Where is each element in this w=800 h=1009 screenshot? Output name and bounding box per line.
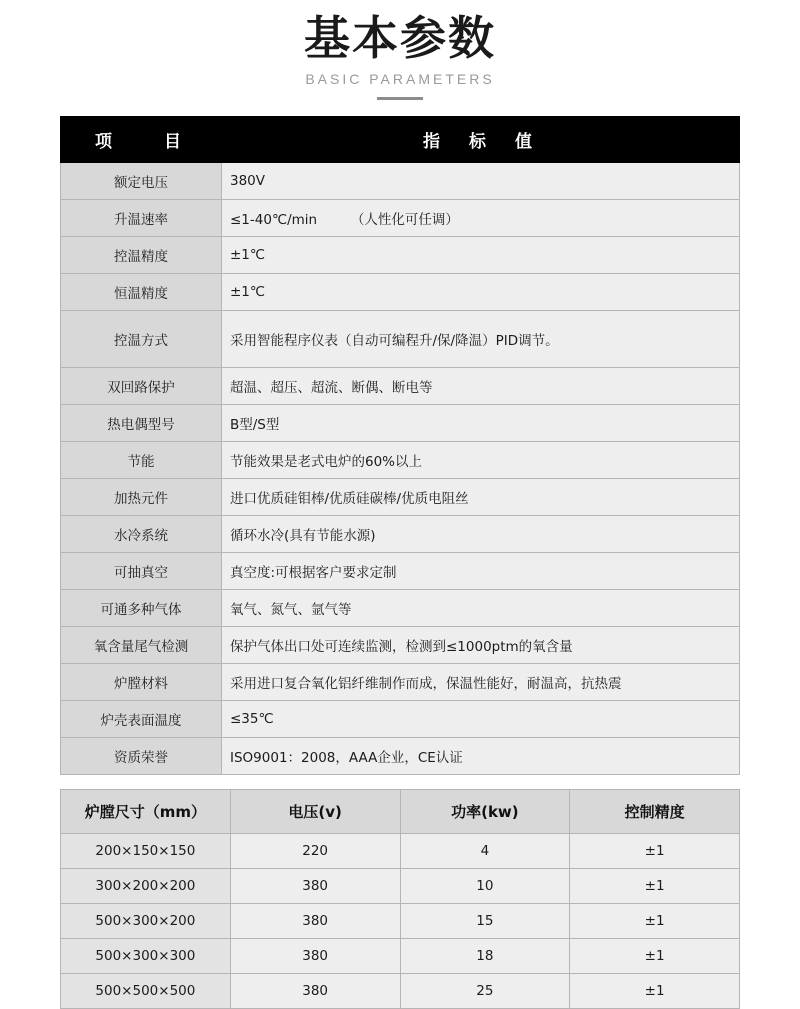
spec-row-value: 保护气体出口处可连续监测，检测到≤1000ptm的氧含量 bbox=[222, 626, 740, 663]
spec-row-value: 循环水冷(具有节能水源) bbox=[222, 515, 740, 552]
table-row bbox=[61, 589, 740, 626]
spec-row-item: 节能 bbox=[61, 441, 222, 478]
spec-row-item: 可通多种气体 bbox=[61, 589, 222, 626]
dims-table-head bbox=[61, 789, 740, 833]
spec-row-value: 氧气、氮气、氩气等 bbox=[222, 589, 740, 626]
dims-cell-size: 500×500×500 bbox=[61, 973, 231, 1008]
spec-row-item: 升温速率 bbox=[61, 199, 222, 236]
dims-header-accuracy: 控制精度 bbox=[570, 789, 740, 833]
spec-row-item: 资质荣誉 bbox=[61, 737, 222, 774]
spec-row-value: 采用智能程序仪表（自动可编程升/保/降温）PID调节。 bbox=[222, 310, 740, 367]
dims-cell-voltage: 380 bbox=[230, 903, 400, 938]
table-row bbox=[61, 903, 740, 938]
spec-row-item: 热电偶型号 bbox=[61, 404, 222, 441]
spec-row-item: 控温方式 bbox=[61, 310, 222, 367]
table-row bbox=[61, 663, 740, 700]
spec-row-value: 采用进口复合氧化铝纤维制作而成，保温性能好，耐温高，抗热震 bbox=[222, 663, 740, 700]
page-title-cn: 基本参数 bbox=[304, 11, 496, 65]
dims-cell-power: 25 bbox=[400, 973, 570, 1008]
table-row bbox=[61, 515, 740, 552]
table-row bbox=[61, 404, 740, 441]
dims-cell-voltage: 380 bbox=[230, 973, 400, 1008]
spec-row-item: 双回路保护 bbox=[61, 367, 222, 404]
table-row bbox=[61, 199, 740, 236]
spec-row-item: 可抽真空 bbox=[61, 552, 222, 589]
spec-row-value: ISO9001：2008，AAA企业，CE认证 bbox=[222, 737, 740, 774]
dims-header-voltage: 电压(v) bbox=[230, 789, 400, 833]
dims-header-size: 炉膛尺寸（mm） bbox=[61, 789, 231, 833]
spec-row-value: ±1℃ bbox=[222, 273, 740, 310]
dims-cell-accuracy: ±1 bbox=[570, 973, 740, 1008]
page-header bbox=[0, 0, 800, 100]
dims-cell-power: 15 bbox=[400, 903, 570, 938]
spec-header-item: 项 目 bbox=[61, 116, 222, 162]
dims-cell-accuracy: ±1 bbox=[570, 903, 740, 938]
dims-cell-voltage: 380 bbox=[230, 938, 400, 973]
dims-header-row bbox=[61, 789, 740, 833]
table-row bbox=[61, 833, 740, 868]
dims-cell-accuracy: ±1 bbox=[570, 868, 740, 903]
table-row bbox=[61, 236, 740, 273]
spec-row-item: 水冷系统 bbox=[61, 515, 222, 552]
dims-cell-size: 300×200×200 bbox=[61, 868, 231, 903]
dims-cell-size: 500×300×200 bbox=[61, 903, 231, 938]
dims-cell-voltage: 220 bbox=[230, 833, 400, 868]
spec-row-value: ≤1-40℃/min （人性化可任调） bbox=[222, 199, 740, 236]
table-row bbox=[61, 552, 740, 589]
dims-cell-size: 200×150×150 bbox=[61, 833, 231, 868]
spec-table bbox=[60, 116, 740, 775]
page-title-en: BASIC PARAMETERS bbox=[305, 70, 495, 87]
spec-row-item: 炉膛材料 bbox=[61, 663, 222, 700]
table-row bbox=[61, 938, 740, 973]
table-row bbox=[61, 973, 740, 1008]
dims-cell-voltage: 380 bbox=[230, 868, 400, 903]
spec-row-item: 恒温精度 bbox=[61, 273, 222, 310]
spec-row-value: 节能效果是老式电炉的60%以上 bbox=[222, 441, 740, 478]
table-row bbox=[61, 626, 740, 663]
table-row bbox=[61, 273, 740, 310]
spec-table-head bbox=[61, 116, 740, 162]
spec-row-item: 控温精度 bbox=[61, 236, 222, 273]
table-row bbox=[61, 868, 740, 903]
table-row bbox=[61, 737, 740, 774]
spec-row-item: 额定电压 bbox=[61, 162, 222, 199]
spec-row-item: 炉壳表面温度 bbox=[61, 700, 222, 737]
spec-table-wrapper bbox=[0, 116, 800, 775]
spec-table-body bbox=[61, 162, 740, 774]
dims-cell-accuracy: ±1 bbox=[570, 833, 740, 868]
dims-table bbox=[60, 789, 740, 1009]
table-row bbox=[61, 367, 740, 404]
dims-cell-power: 10 bbox=[400, 868, 570, 903]
dims-header-power: 功率(kw) bbox=[400, 789, 570, 833]
dims-cell-power: 4 bbox=[400, 833, 570, 868]
spec-row-item: 加热元件 bbox=[61, 478, 222, 515]
spec-row-value: B型/S型 bbox=[222, 404, 740, 441]
spec-row-value: 超温、超压、超流、断偶、断电等 bbox=[222, 367, 740, 404]
table-row bbox=[61, 162, 740, 199]
dims-table-body bbox=[61, 833, 740, 1008]
table-row bbox=[61, 478, 740, 515]
spec-row-value: 380V bbox=[222, 162, 740, 199]
spec-header-row bbox=[61, 116, 740, 162]
spec-row-value: 真空度:可根据客户要求定制 bbox=[222, 552, 740, 589]
table-row bbox=[61, 310, 740, 367]
dims-table-wrapper bbox=[0, 789, 800, 1009]
spec-header-value: 指 标 值 bbox=[222, 116, 740, 162]
spec-row-value: ≤35℃ bbox=[222, 700, 740, 737]
dims-cell-accuracy: ±1 bbox=[570, 938, 740, 973]
spec-row-value: 进口优质硅钼棒/优质硅碳棒/优质电阻丝 bbox=[222, 478, 740, 515]
dims-cell-size: 500×300×300 bbox=[61, 938, 231, 973]
table-row bbox=[61, 700, 740, 737]
title-divider bbox=[377, 97, 423, 100]
spec-row-item: 氧含量尾气检测 bbox=[61, 626, 222, 663]
spec-row-value: ±1℃ bbox=[222, 236, 740, 273]
table-row bbox=[61, 441, 740, 478]
dims-cell-power: 18 bbox=[400, 938, 570, 973]
